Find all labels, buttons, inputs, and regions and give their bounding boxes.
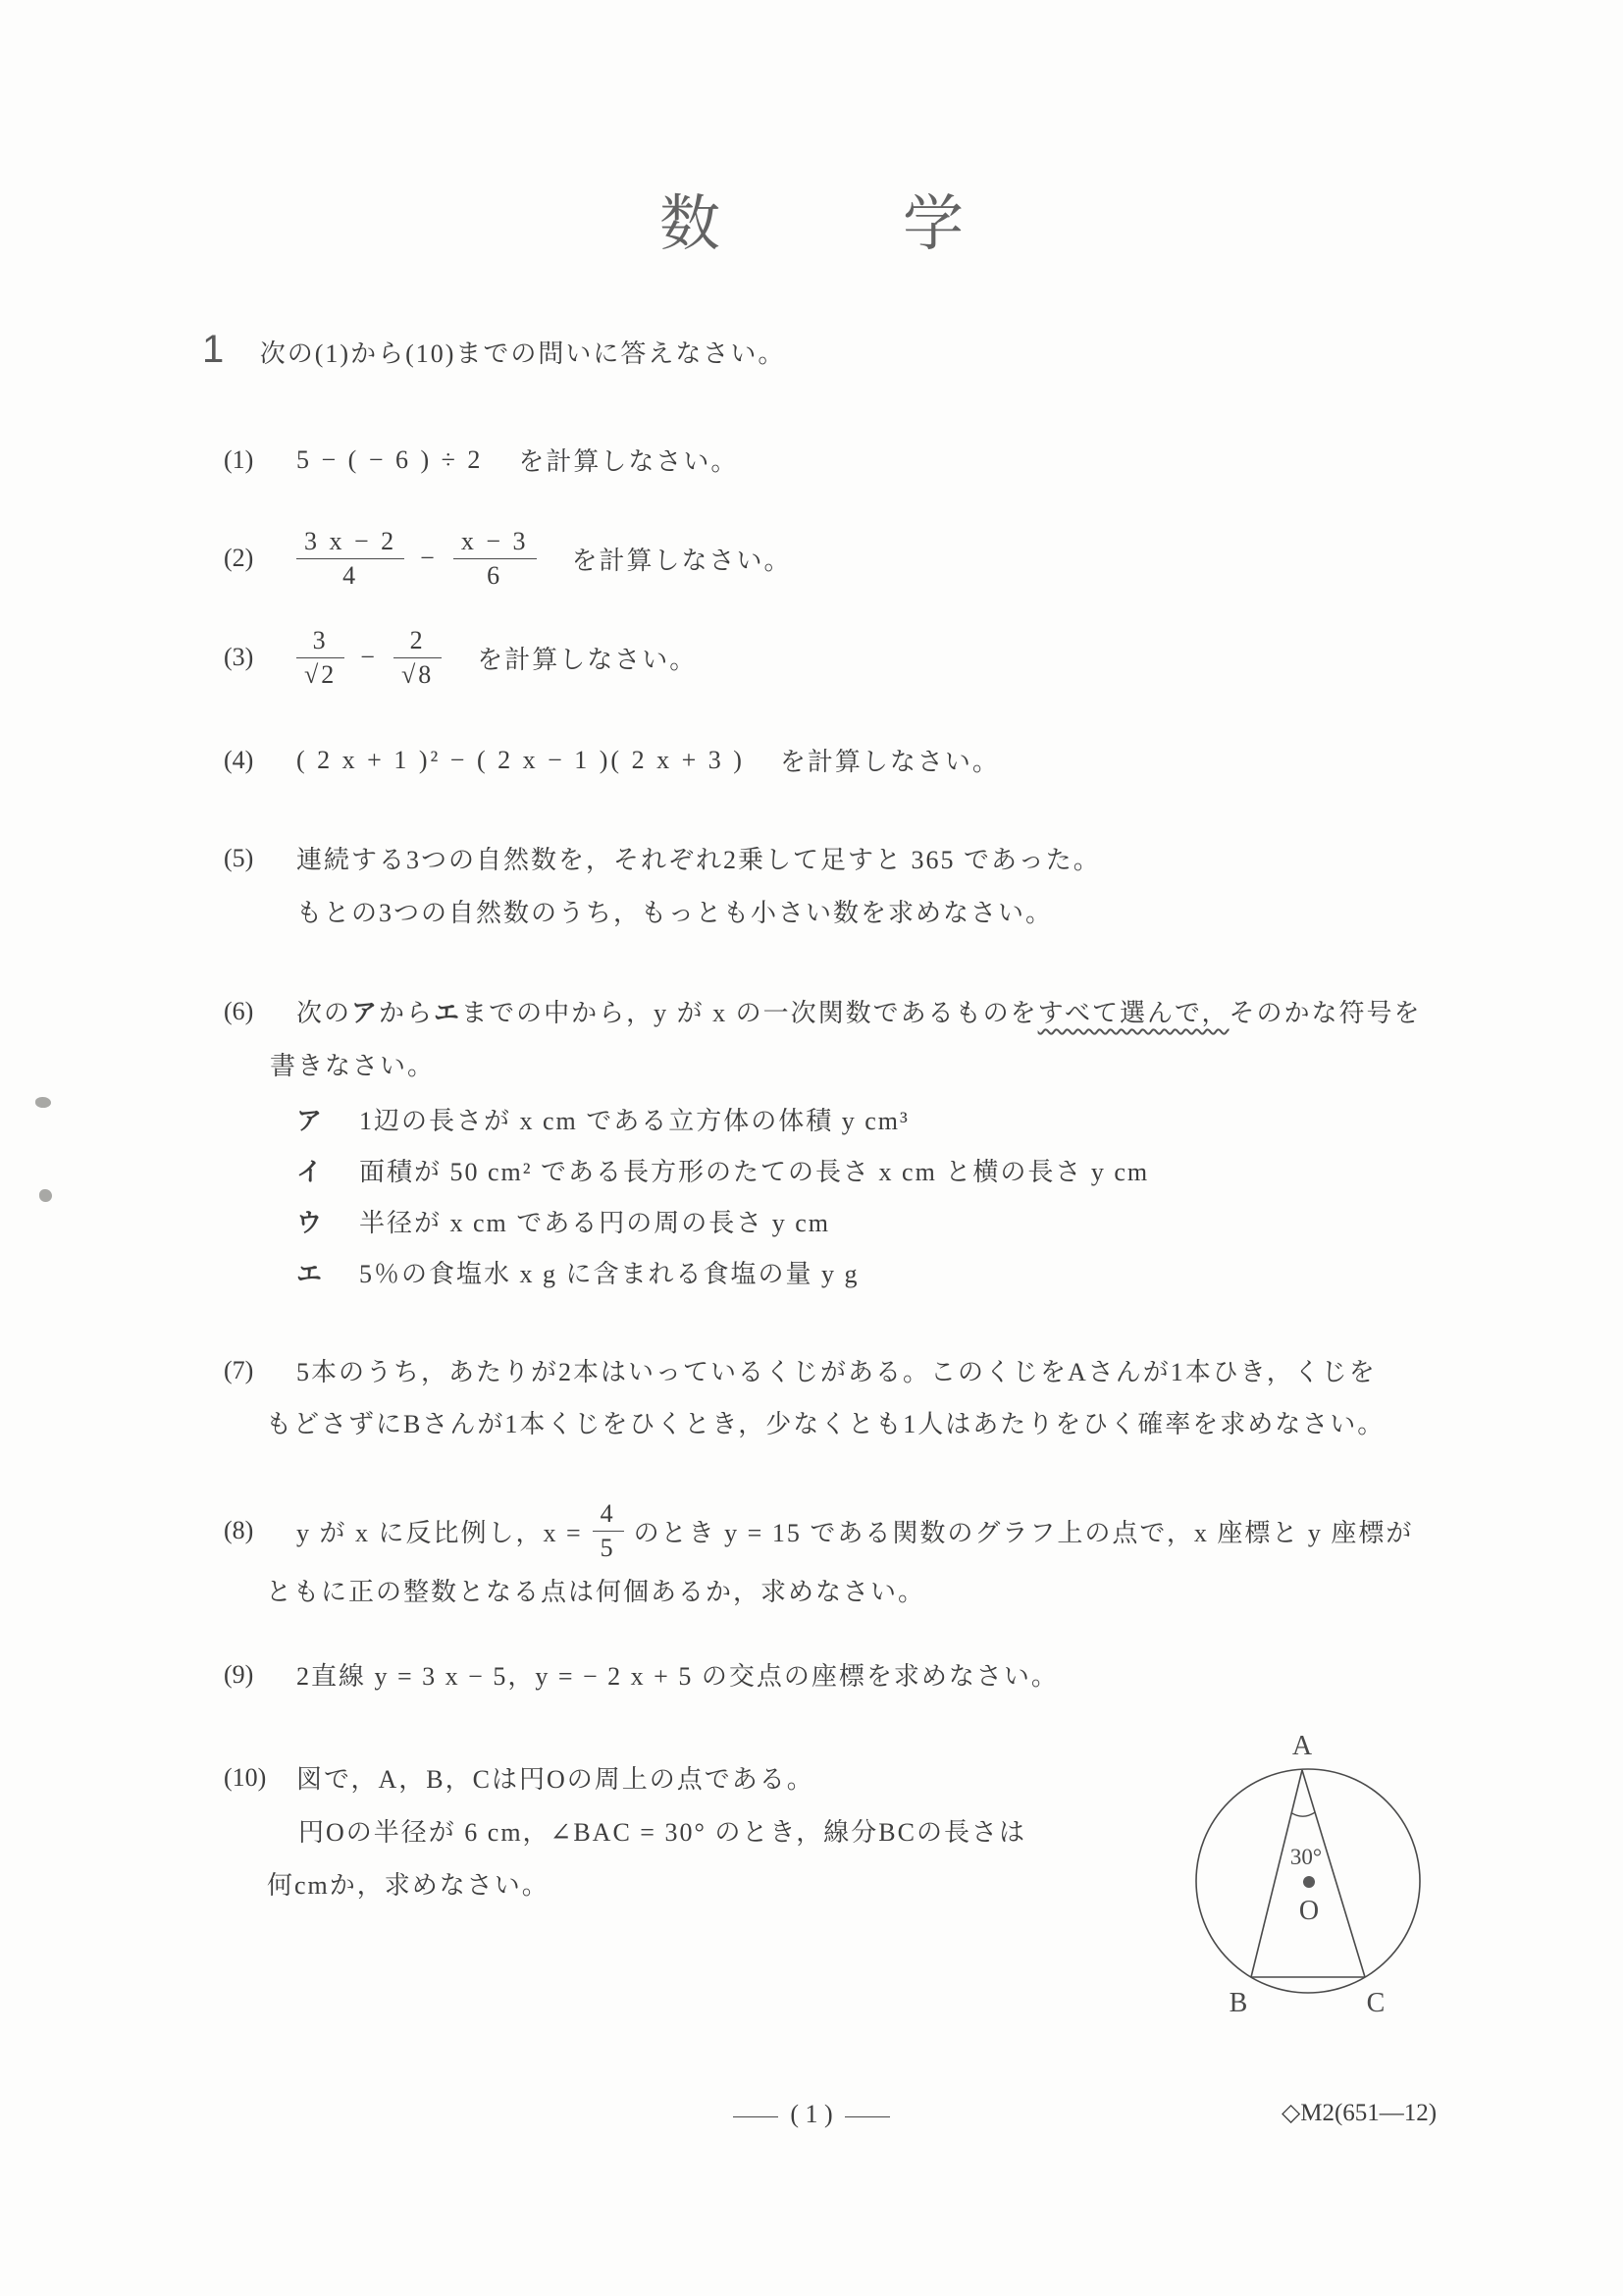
problem-7 [224, 1352, 1377, 1388]
problem-6-number: (6) [224, 996, 254, 1025]
footer-rule-right [845, 2116, 890, 2117]
problem-6 [224, 993, 1422, 1029]
problem-2-fraction-2 [453, 527, 537, 591]
choice-label: ウ [296, 1209, 323, 1237]
problem-1-expression: 5 − ( − 6 ) ÷ 2 [296, 444, 484, 474]
problem-7-number: (7) [224, 1355, 254, 1384]
problem-8-pre: y が x に反比例し，x = [296, 1518, 583, 1547]
problem-6-choice-i [296, 1152, 1149, 1188]
center-point [1303, 1876, 1315, 1888]
problem-2-instruction: を計算しなさい。 [571, 546, 792, 575]
problem-9-text: 2直線 y = 3 x − 5，y = − 2 x + 5 の交点の座標を求めなさい。 [296, 1662, 1059, 1691]
problem-7-line-1: 5本のうち，あたりが2本はいっているくじがある。このくじをAさんが1本ひき，くじを [296, 1358, 1377, 1386]
problem-5-line-2: もとの3つの自然数のうち，もっとも小さい数を求めなさい。 [296, 899, 1054, 927]
minus-operator: − [360, 643, 378, 671]
problem-3 [224, 625, 697, 690]
problem-8-mid: のとき y = 15 である関数のグラフ上の点で，x 座標と y 座標が [633, 1518, 1414, 1547]
choice-ref-e: エ [434, 999, 462, 1027]
choice-label: エ [296, 1260, 323, 1288]
fraction-denominator: 6 [453, 558, 537, 591]
fraction-numerator: 4 [600, 1498, 616, 1528]
problem-6-choice-a [296, 1101, 910, 1137]
footer-rule-left [733, 2116, 778, 2117]
center-label-o: O [1298, 1896, 1320, 1926]
problem-10-line-1: 図で，A，B，Cは円Oの周上の点である。 [296, 1765, 814, 1794]
scan-smudge [39, 1189, 52, 1202]
chord-ab [1251, 1770, 1302, 1977]
problem-8-fraction [593, 1499, 624, 1563]
angle-value-label: 30° [1289, 1845, 1323, 1869]
choice-text: 1辺の長さが x cm である立方体の体積 y cm³ [359, 1107, 910, 1135]
problem-10-figure [1158, 1709, 1492, 2033]
problem-1-number: (1) [224, 444, 254, 474]
fraction-numerator: x − 3 [460, 526, 529, 555]
problem-5 [224, 840, 1101, 876]
problem-8-line-2: ともに正の整数となる点は何個あるか，求めなさい。 [266, 1578, 926, 1606]
page-number: ( 1 ) [790, 2100, 833, 2128]
problem-3-fraction-2 [393, 626, 442, 690]
text-segment: そのかな符号を [1229, 999, 1422, 1027]
fraction-numerator: 2 [409, 625, 426, 654]
problem-4-number: (4) [224, 745, 254, 774]
angle-arc-at-a [1291, 1812, 1315, 1816]
fraction-denominator: 4 [296, 558, 404, 591]
problem-10-number: (10) [224, 1762, 267, 1792]
problem-1-instruction: を計算しなさい。 [518, 447, 739, 476]
problem-10 [224, 1759, 814, 1796]
section-1-number: 1 [202, 328, 225, 371]
problem-3-fraction-1 [296, 626, 344, 690]
page-title-char-1: 数 [658, 191, 720, 258]
problem-3-number: (3) [224, 643, 254, 671]
problem-8-number: (8) [224, 1516, 254, 1544]
problem-4-instruction: を計算しなさい。 [779, 748, 1000, 776]
choice-label: イ [296, 1158, 323, 1186]
fraction-denominator: √8 [393, 657, 442, 690]
problem-2-number: (2) [224, 544, 254, 572]
fraction-denominator: √2 [296, 657, 344, 690]
problem-1 [224, 442, 738, 478]
problem-2-fraction-1 [296, 527, 404, 591]
problem-6-choice-e [296, 1254, 860, 1290]
point-label-a: A [1291, 1731, 1313, 1761]
text-segment: から [379, 999, 435, 1027]
problem-5-number: (5) [224, 843, 254, 872]
fraction-numerator: 3 x − 2 [304, 526, 397, 555]
page-title [0, 175, 1623, 262]
problem-4 [224, 742, 1000, 778]
scan-smudge [35, 1097, 51, 1108]
choice-text: 5％の食塩水 x g に含まれる食塩の量 y g [359, 1260, 860, 1288]
section-1-intro: 次の(1)から(10)までの問いに答えなさい。 [259, 339, 786, 368]
problem-7-line-2: もどさずにBさんが1本くじをひくとき，少なくとも1人はあたりをひく確率を求めなさい。 [266, 1410, 1386, 1438]
point-label-c: C [1366, 1988, 1386, 2018]
problem-6-choice-u [296, 1203, 830, 1239]
choice-ref-a: ア [351, 999, 380, 1027]
fraction-denominator: 5 [593, 1531, 624, 1563]
problem-9-number: (9) [224, 1659, 254, 1689]
problem-10-line-3: 何cmか，求めなさい。 [267, 1871, 550, 1900]
choice-text: 面積が 50 cm² である長方形のたての長さ x cm と横の長さ y cm [359, 1158, 1150, 1186]
problem-10-line-2: 円Oの半径が 6 cm，∠BAC = 30° のとき，線分BCの長さは [298, 1818, 1026, 1847]
wavy-underlined-text: すべて選んで， [1037, 999, 1230, 1027]
point-label-b: B [1229, 1988, 1248, 2018]
footer-document-code: ◇M2(651—12) [1282, 2100, 1438, 2126]
text-segment: 次の [296, 999, 352, 1027]
problem-6-line-1 [296, 993, 1422, 1029]
problem-3-instruction: を計算しなさい。 [477, 645, 698, 674]
page-title-char-2: 学 [903, 191, 965, 258]
problem-9 [224, 1656, 1059, 1693]
problem-6-line-2: 書きなさい。 [270, 1052, 436, 1080]
text-segment: までの中から，y が x の一次関数であるものを [461, 999, 1038, 1027]
problem-2 [224, 526, 792, 591]
problem-5-line-1: 連続する3つの自然数を，それぞれ2乗して足すと 365 であった。 [296, 846, 1101, 874]
section-1-head [202, 328, 785, 372]
problem-8 [224, 1498, 1413, 1563]
choice-label: ア [296, 1107, 323, 1135]
choice-text: 半径が x cm である円の周の長さ y cm [359, 1209, 831, 1237]
problem-4-expression: ( 2 x + 1 )² − ( 2 x − 1 )( 2 x + 3 ) [296, 745, 745, 774]
minus-operator: − [420, 544, 438, 572]
chord-ac [1302, 1770, 1365, 1977]
fraction-numerator: 3 [312, 625, 329, 654]
